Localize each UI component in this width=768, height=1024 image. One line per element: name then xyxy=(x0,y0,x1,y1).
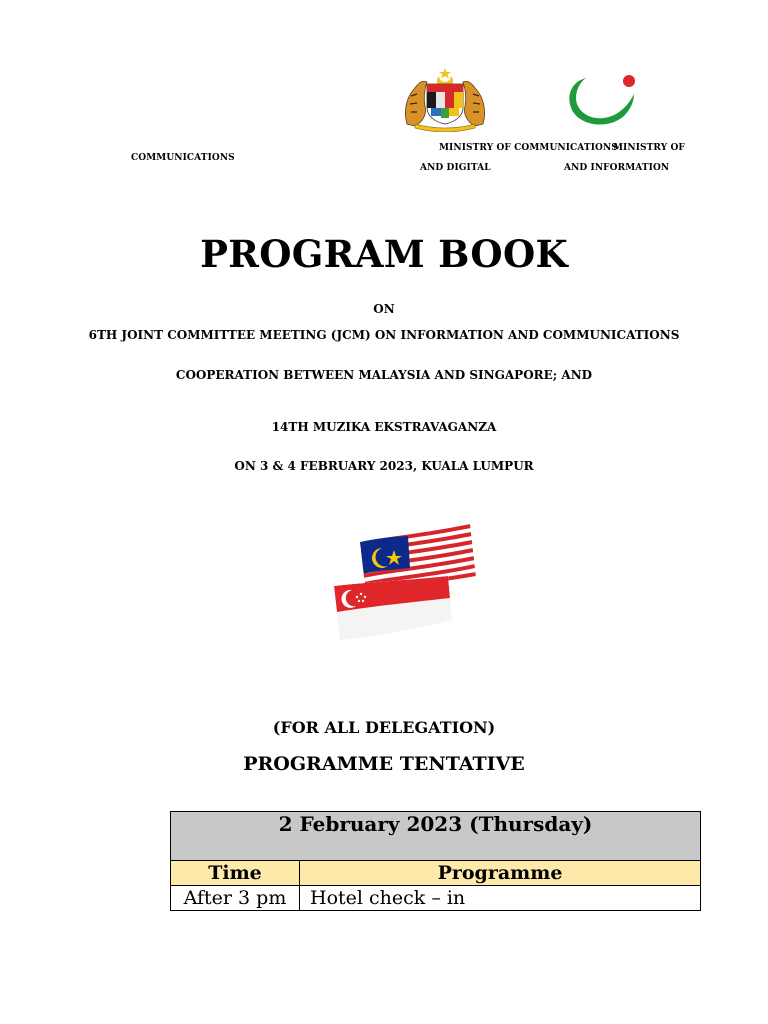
schedule-date: 2 February 2023 (Thursday) xyxy=(171,812,701,861)
schedule-table xyxy=(170,811,701,911)
subtitle-line2: COOPERATION BETWEEN MALAYSIA AND SINGAPORE; AND xyxy=(175,368,593,382)
row-programme: Hotel check – in xyxy=(300,886,701,911)
malaysia-singapore-flags-icon xyxy=(330,520,482,644)
schedule-header-row xyxy=(171,861,701,886)
audience-label: (FOR ALL DELEGATION) xyxy=(272,718,496,737)
section-title: PROGRAMME TENTATIVE xyxy=(243,753,525,775)
ministry-info-line2: AND INFORMATION xyxy=(564,163,670,173)
page-title: PROGRAM BOOK xyxy=(200,232,568,276)
ministry-comm-line2: AND DIGITAL xyxy=(420,163,491,173)
row-time: After 3 pm xyxy=(171,886,300,911)
col-header-programme: Programme xyxy=(300,861,701,886)
ministry-comm-line1: MINISTRY OF COMMUNICATIONS xyxy=(439,143,618,153)
coat-of-arms-icon xyxy=(401,66,489,132)
subtitle-line3: 14TH MUZIKA EKSTRAVAGANZA xyxy=(271,420,497,434)
ministry-swoosh-logo-icon xyxy=(564,72,638,132)
header-left-label: COMMUNICATIONS xyxy=(131,153,235,163)
col-header-time: Time xyxy=(171,861,300,886)
table-row xyxy=(171,886,701,911)
subtitle-line1: 6TH JOINT COMMITTEE MEETING (JCM) ON INFORMATION AND COMMUNICATIONS xyxy=(88,328,680,342)
ministry-info-line1: MINISTRY OF xyxy=(613,143,685,153)
subtitle-on: ON xyxy=(373,302,395,316)
subtitle-line4: ON 3 & 4 FEBRUARY 2023, KUALA LUMPUR xyxy=(234,459,534,473)
schedule-date-row xyxy=(171,812,701,861)
